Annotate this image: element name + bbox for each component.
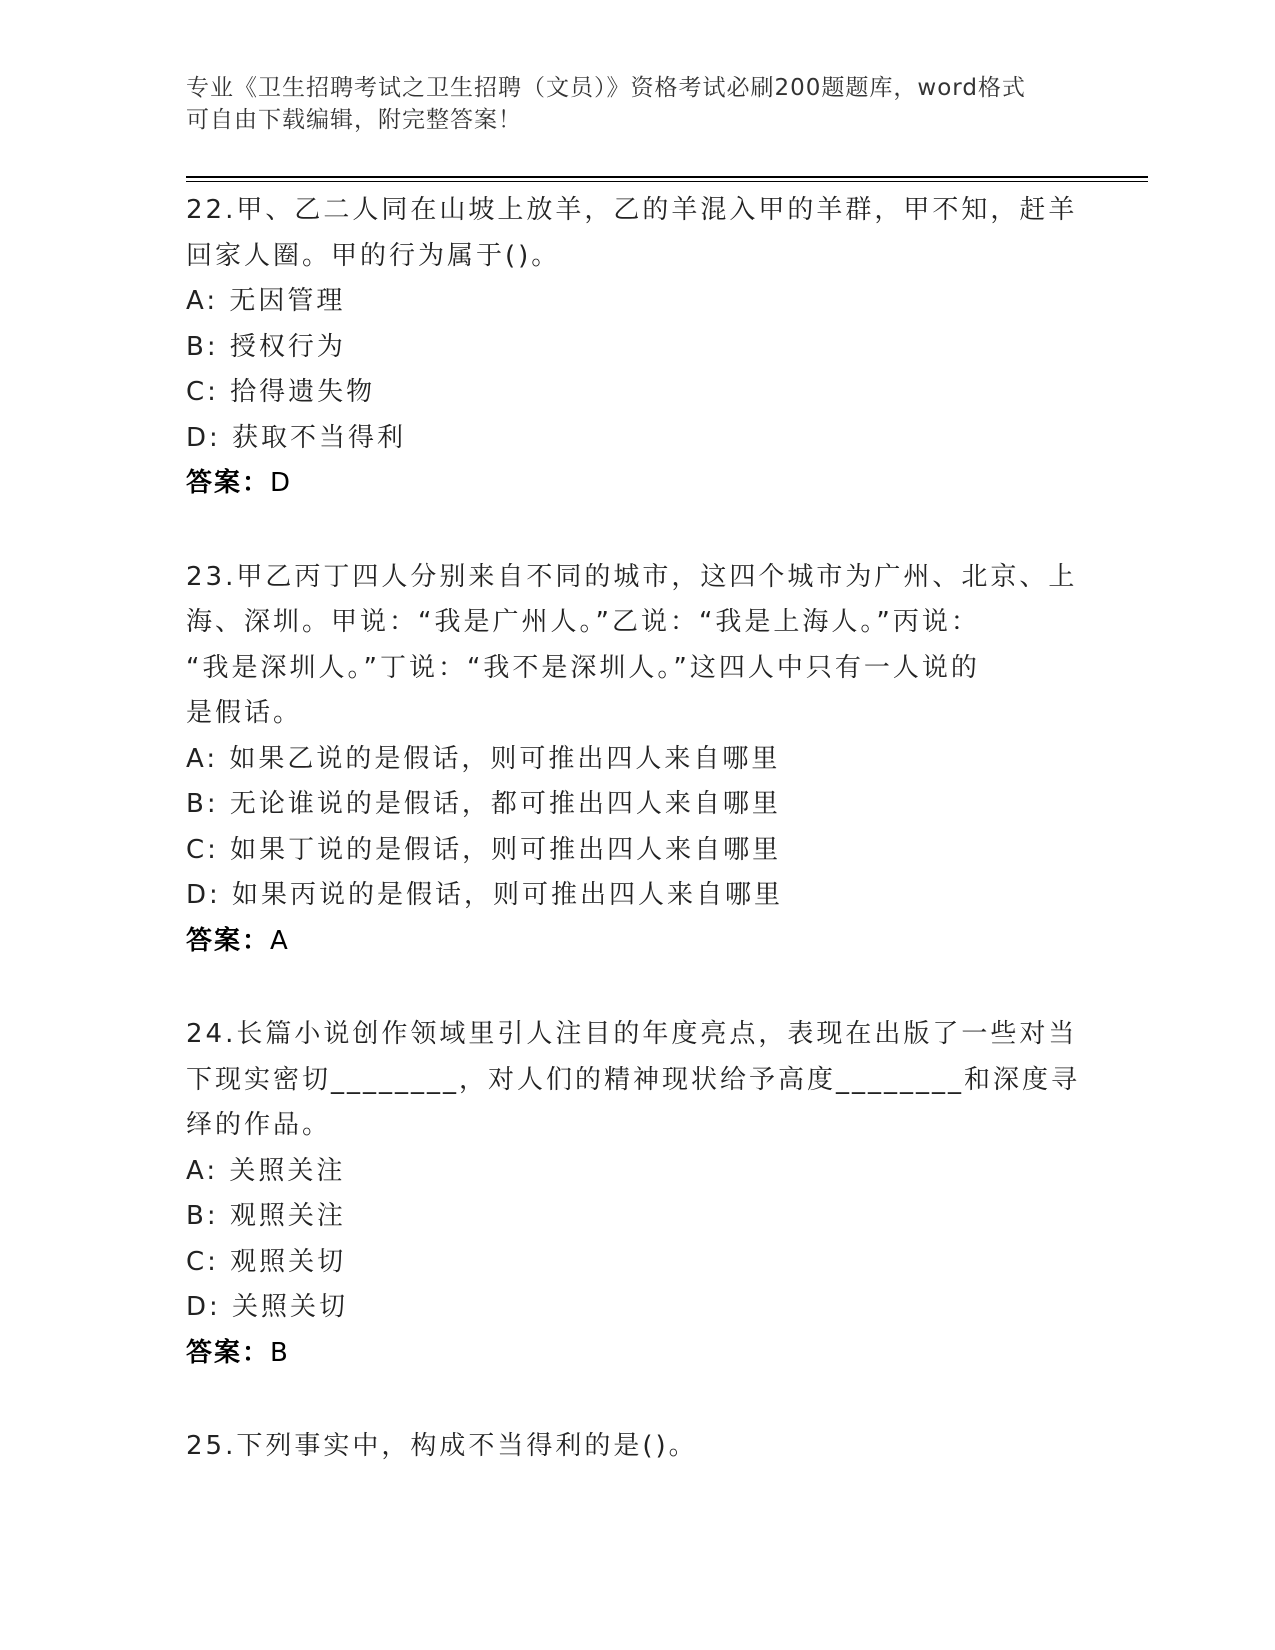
- document-header: [186, 72, 1066, 136]
- answer-label: 答案：: [186, 925, 271, 956]
- question-24: [186, 1012, 1086, 1376]
- question-text-line: 22.甲、乙二人同在山坡上放羊，乙的羊混入甲的羊群，甲不知，赶羊: [186, 195, 1078, 225]
- question-25: [186, 1424, 1086, 1470]
- answer-label: 答案：: [186, 1337, 271, 1368]
- option-b: B: 无论谁说的是假话，都可推出四人来自哪里: [186, 789, 781, 819]
- header-divider-thin: [186, 181, 1148, 182]
- option-c: C: 如果丁说的是假话，则可推出四人来自哪里: [186, 834, 782, 865]
- answer-line: [186, 919, 1086, 965]
- option-d: D: 获取不当得利: [186, 422, 407, 453]
- header-line-2: 可自由下载编辑，附完整答案！: [186, 107, 522, 133]
- question-text-line: 23.甲乙丙丁四人分别来自不同的城市，这四个城市为广州、北京、上: [186, 561, 1078, 592]
- question-text-line: 24.长篇小说创作领域里引人注目的年度亮点，表现在出版了一些对当: [186, 1019, 1078, 1049]
- header-line-1: 专业《卫生招聘考试之卫生招聘（文员）》资格考试必刷200题题库，word格式: [186, 75, 1026, 101]
- question-text-line: 25.下列事实中，构成不当得利的是()。: [186, 1431, 698, 1461]
- answer-value: D: [270, 468, 293, 498]
- question-text-line: 海、深圳。甲说：“我是广州人。”乙说：“我是上海人。”丙说：: [186, 607, 980, 637]
- option-d: D: 如果丙说的是假话，则可推出四人来自哪里: [186, 880, 784, 910]
- option-a: A: 无因管理: [186, 286, 346, 316]
- option-c: C: 观照关切: [186, 1246, 347, 1277]
- question-text-line: “我是深圳人。”丁说：“我不是深圳人。”这四人中只有一人说的: [186, 652, 980, 683]
- question-text-line: 回家人圈。甲的行为属于()。: [186, 240, 561, 271]
- question-text-line: 下现实密切________，对人们的精神现状给予高度________和深度寻: [186, 1064, 1081, 1095]
- option-b: B: 观照关注: [186, 1201, 346, 1231]
- header-divider-thick: [186, 176, 1148, 178]
- question-spacer: [186, 507, 1086, 555]
- option-b: B: 授权行为: [186, 331, 346, 362]
- option-a: A: 关照关注: [186, 1155, 346, 1186]
- question-spacer: [186, 1376, 1086, 1424]
- answer-value: B: [270, 1337, 290, 1368]
- option-a: A: 如果乙说的是假话，则可推出四人来自哪里: [186, 743, 781, 774]
- question-list: [186, 188, 1086, 1470]
- question-text-line: 绎的作品。: [186, 1110, 332, 1140]
- option-c: C: 拾得遗失物: [186, 377, 376, 407]
- answer-value: A: [270, 925, 290, 956]
- answer-label: 答案：: [186, 468, 271, 498]
- answer-line: [186, 1331, 1086, 1377]
- answer-line: [186, 461, 1086, 507]
- question-text-line: 是假话。: [186, 698, 303, 728]
- question-23: [186, 555, 1086, 965]
- question-spacer: [186, 964, 1086, 1012]
- option-d: D: 关照关切: [186, 1292, 349, 1322]
- question-22: [186, 188, 1086, 507]
